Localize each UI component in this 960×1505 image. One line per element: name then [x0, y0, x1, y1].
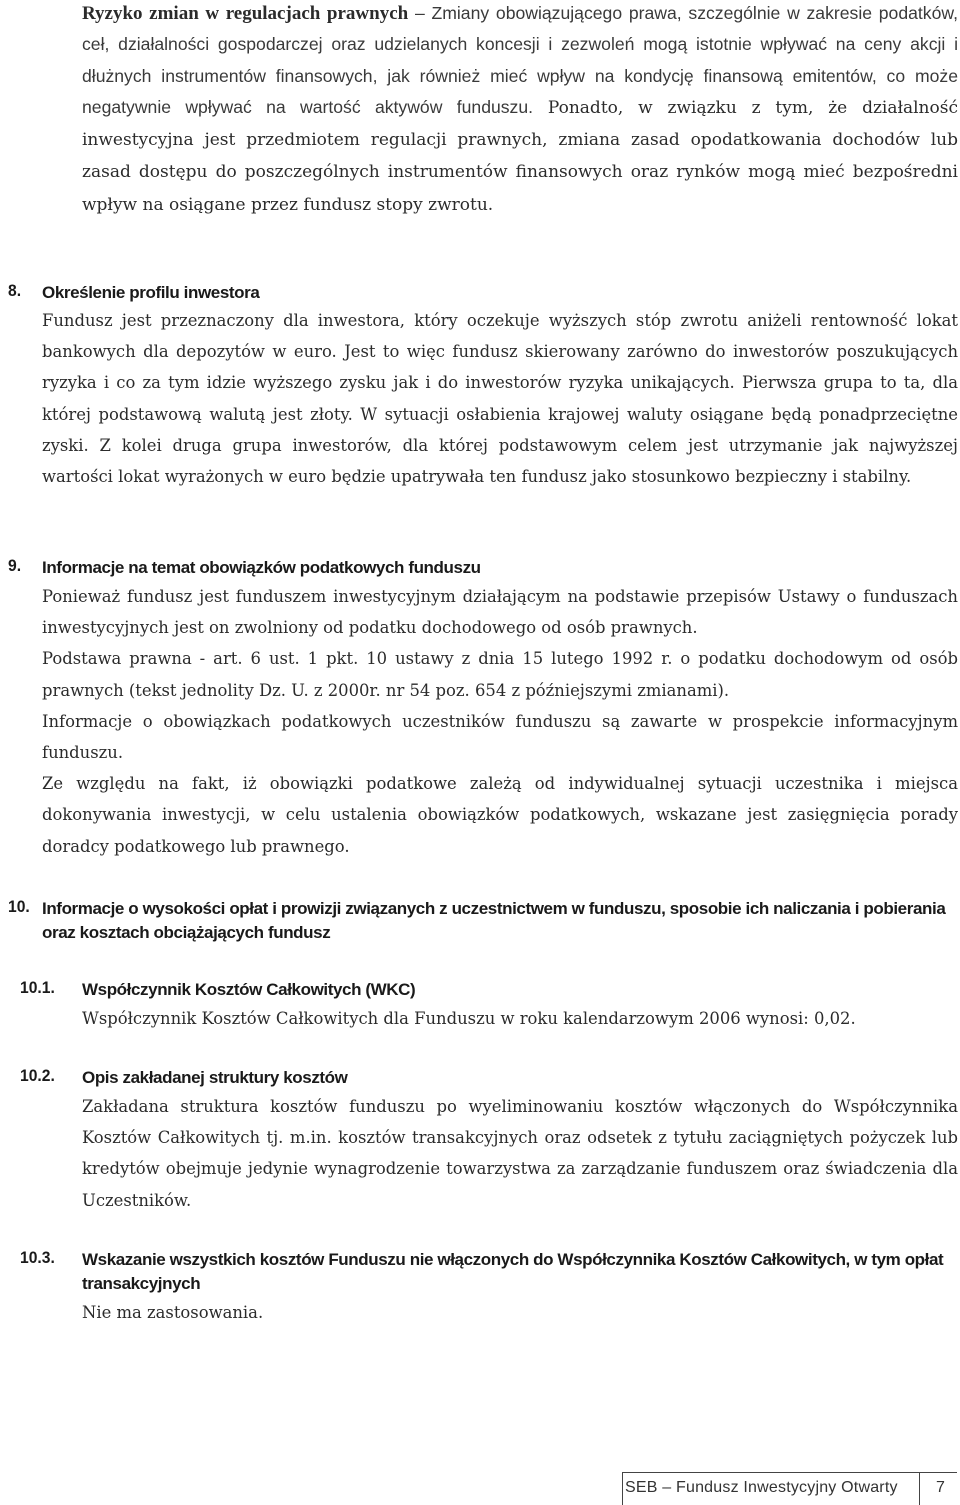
paragraph: Informacje o obowiązkach podatkowych uczestników funduszu są zawarte w prospekcie informacyjnym funduszu.: [42, 711, 958, 763]
paragraph: Fundusz jest przeznaczony dla inwestora, który oczekuje wyższych stóp zwrotu aniżeli rentowność lokat bankowych dla depozytów w euro. Jest to więc fundusz skierowany zarówno do inwestorów poszukujących ryzyka i co za tym idzie wyższego zysku jak i do inwestorów ryzyka unikających. Pierwsza grupa to ta, dla której podstawową walutą jest złoty. W sytuacji osłabienia krajowej waluty osiągane będą ponadprzeciętne zyski. Z kolei druga grupa inwestorów, dla której podstawowym celem jest utrzymanie jak najwyższej wartości lokat wyrażonych w euro będzie upatrywała ten fundusz jako stosunkowo bezpieczny i stabilny.: [42, 311, 958, 487]
risk-dash: –: [408, 3, 432, 23]
paragraph: Współczynnik Kosztów Całkowitych dla Funduszu w roku kalendarzowym 2006 wynosi: 0,02.: [82, 1009, 856, 1028]
page-footer: [622, 1472, 957, 1505]
section-heading: Współczynnik Kosztów Całkowitych (WKC): [82, 980, 416, 999]
paragraph: Ze względu na fakt, iż obowiązki podatkowe zależą od indywidualnej sytuacji uczestnika i miejsca dokonywania inwestycji, w celu ustalenia obowiązków podatkowych, wskazane jest zasięgnięcia porady doradcy podatkowego lub prawnego.: [42, 774, 958, 856]
risk-text-a: Zmiany obowiązującego prawa, szczególnie w zakresie podatków, ceł, działalności gospodarczej oraz udzielanych koncesji i zezwoleń mogą istotnie wpływać na ceny akcji i dłużnych instrumentów finansowych, jak również mieć wpływ na kondycję finansową emitentów, co może negatywnie wpływać na wartość aktywów funduszu.: [82, 3, 958, 117]
footer-divider: [919, 1473, 920, 1505]
section-heading: Opis zakładanej struktury kosztów: [82, 1068, 348, 1087]
section-body: [82, 1297, 958, 1328]
section-number: 10.2.: [20, 1066, 55, 1085]
paragraph: Ponieważ fundusz jest funduszem inwestycyjnym działającym na podstawie przepisów Ustawy o funduszach inwestycyjnych jest on zwolniony od podatku dochodowego od osób prawnych.: [42, 587, 958, 638]
section-body: [42, 581, 958, 862]
section-body: [82, 1003, 958, 1034]
page-number: 7: [936, 1479, 945, 1496]
risk-paragraph: [82, 0, 958, 221]
section-number: 8.: [8, 281, 22, 300]
section-number: 10.: [8, 897, 30, 916]
section-number: 9.: [8, 556, 22, 575]
paragraph: Nie ma zastosowania.: [82, 1303, 264, 1322]
section-heading: Informacje o wysokości opłat i prowizji związanych z uczestnictwem w funduszu, sposobie ich naliczania i pobierania oraz kosztach obciążających fundusz: [42, 899, 946, 942]
section-heading: Wskazanie wszystkich kosztów Funduszu nie włączonych do Współczynnika Kosztów Całkowitych, w tym opłat transakcyjnych: [82, 1250, 944, 1293]
paragraph: Zakładana struktura kosztów funduszu po wyeliminowaniu kosztów włączonych do Współczynnika Kosztów Całkowitych tj. m.in. kosztów transakcyjnych oraz odsetek z tytułu zaciągniętych pożyczek lub kredytów obejmuje jedynie wynagrodzenie towarzystwa za zarządzanie funduszem oraz świadczenia dla Uczestników.: [82, 1097, 958, 1210]
risk-title: Ryzyko zmian w regulacjach prawnych: [82, 3, 409, 24]
section-heading: Określenie profilu inwestora: [42, 283, 260, 302]
section-number: 10.3.: [20, 1248, 55, 1267]
footer-title: SEB – Fundusz Inwestycyjny Otwarty: [625, 1479, 898, 1496]
paragraph: Podstawa prawna - art. 6 ust. 1 pkt. 10 ustawy z dnia 15 lutego 1992 r. o podatku dochodowym od osób prawnych (tekst jednolity Dz. U. z 2000r. nr 54 poz. 654 z późniejszymi zmianami).: [42, 649, 958, 700]
section-number: 10.1.: [20, 978, 55, 997]
section-heading: Informacje na temat obowiązków podatkowych funduszu: [42, 558, 481, 577]
section-body: [42, 305, 958, 492]
section-body: [82, 1091, 958, 1216]
risk-text-b: Ponadto, w związku z tym, że działalność inwestycyjna jest przedmiotem regulacji prawnych, zmiana zasad opodatkowania dochodów lub zasad dostępu do poszczególnych instrumentów finansowych oraz rynków mogą mieć bezpośredni wpływ na osiągane przez fundusz stopy zwrotu.: [82, 97, 958, 215]
